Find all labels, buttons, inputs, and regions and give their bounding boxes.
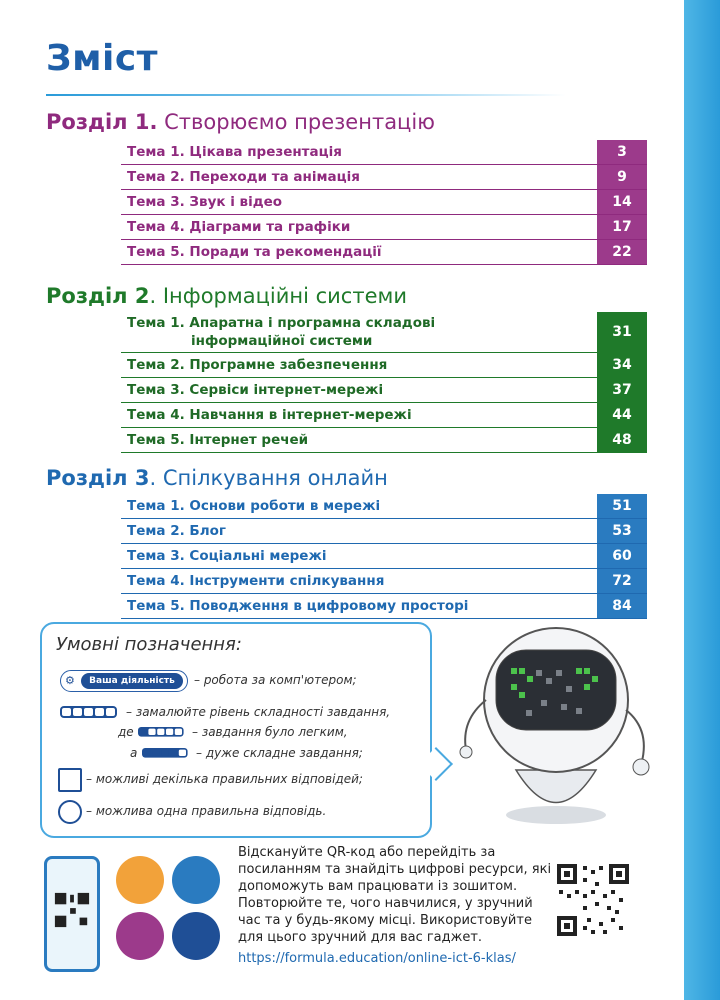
document-icon [116,912,164,960]
folder-icon [172,856,220,904]
topic-row[interactable] [121,544,647,569]
topic-page: 31 [597,312,647,352]
resources-text: Відскануйте QR-код або перейдіть за посиланням та знайдіть цифрові ресурси, які допоможуть вам працювати із зошитом. Повторюйте те, чого навчилися, у зручний час та у будь-якому місці. Використовуйте для цього зручний для вас гаджет. [238,845,552,945]
topic-label: Тема 3. Сервіси інтернет-мережі [127,382,384,398]
topic-page: 3 [597,140,647,164]
section-1-name: Створюємо презентацію [157,110,435,134]
topic-page: 44 [597,403,647,427]
topic-label: Тема 5. Інтернет речей [127,432,309,448]
topic-label: Тема 5. Поради та рекомендації [127,244,382,260]
section-3-topics [121,494,647,619]
topic-label: Тема 1. Цікава презентація [127,144,342,160]
topic-label-line1: Тема 1. Апаратна і програмна складові [127,315,436,331]
activity-button-label: Ваша діяльність [81,673,183,689]
section-2-heading [46,284,407,308]
section-2-prefix: Розділ 2 [46,284,150,308]
section-2-name: . Інформаційні системи [149,284,408,308]
topic-label: Тема 4. Навчання в інтернет-мережі [127,407,412,423]
lightbulb-icon [172,912,220,960]
topic-page: 22 [597,240,647,264]
topic-label: Тема 2. Програмне забезпечення [127,357,388,373]
topic-label: Тема 4. Діаграми та графіки [127,219,351,235]
legend-line-easy: – завдання було легким, [192,725,348,739]
topic-page: 72 [597,569,647,593]
topic-page: 34 [597,353,647,377]
topic-row[interactable] [121,494,647,519]
topic-page: 51 [597,494,647,518]
phone-qr-icon [44,856,100,972]
title-underline [46,94,566,96]
difficulty-scale-icon [60,706,117,718]
topic-label: Тема 2. Блог [127,523,226,539]
legend-where: де [118,725,134,739]
section-1-prefix: Розділ 1. [46,110,158,134]
topic-row[interactable] [121,240,647,265]
legend-line-difficulty: – замалюйте рівень складності завдання, [126,705,391,719]
legend-and: а [130,746,138,760]
topic-page: 53 [597,519,647,543]
topic-label: Тема 3. Соціальні мережі [127,548,327,564]
qr-code-icon[interactable] [555,862,631,938]
radio-circle-icon [58,800,82,824]
checkbox-square-icon [58,768,82,792]
topic-label: Тема 5. Поводження в цифровому просторі [127,598,469,614]
topic-label: Тема 2. Переходи та анімація [127,169,360,185]
topic-row[interactable] [121,312,647,353]
resources-link[interactable]: https://formula.education/online-ict-6-klas/ [238,951,516,966]
topic-page: 17 [597,215,647,239]
topic-label: Тема 1. Основи роботи в мережі [127,498,381,514]
topic-page: 14 [597,190,647,214]
topic-row[interactable] [121,140,647,165]
computer-icon [116,856,164,904]
section-3-prefix: Розділ 3 [46,466,150,490]
difficulty-easy-icon [138,727,184,737]
section-2-topics [121,312,647,453]
page-title: Зміст [46,38,159,79]
topic-row[interactable] [121,190,647,215]
topic-row[interactable] [121,378,647,403]
topic-row[interactable] [121,594,647,619]
legend-line-multiple: – можливі декілька правильних відповідей; [86,772,363,786]
topic-row[interactable] [121,519,647,544]
legend-line-hard: – дуже складне завдання; [196,746,363,760]
topic-page: 84 [597,594,647,618]
activity-button-sample [60,670,188,692]
section-1-heading [46,110,435,134]
topic-row[interactable] [121,215,647,240]
topic-row[interactable] [121,353,647,378]
section-3-name: . Спілкування онлайн [149,466,388,490]
robot-illustration [456,620,656,830]
topic-page: 60 [597,544,647,568]
topic-page: 9 [597,165,647,189]
legend-line-computer: – робота за комп'ютером; [194,673,357,687]
legend-title: Умовні позначення: [56,634,242,655]
topic-page: 48 [597,428,647,452]
topic-row[interactable] [121,569,647,594]
topic-row[interactable] [121,165,647,190]
topic-label: Тема 3. Звук і відео [127,194,283,210]
topic-row[interactable] [121,403,647,428]
legend-line-single: – можлива одна правильна відповідь. [86,804,327,818]
topic-label [121,314,597,350]
topic-row[interactable] [121,428,647,453]
qr-mini-icon [53,891,91,929]
topic-label: Тема 4. Інструменти спілкування [127,573,385,589]
topic-page: 37 [597,378,647,402]
topic-label-line2: інформаційної системи [191,333,373,349]
resources-info [238,844,554,967]
gear-icon: ⚙ [65,674,75,687]
difficulty-hard-icon [142,748,188,758]
section-1-topics [121,140,647,265]
page-edge-stripe [684,0,720,1000]
section-3-heading [46,466,388,490]
